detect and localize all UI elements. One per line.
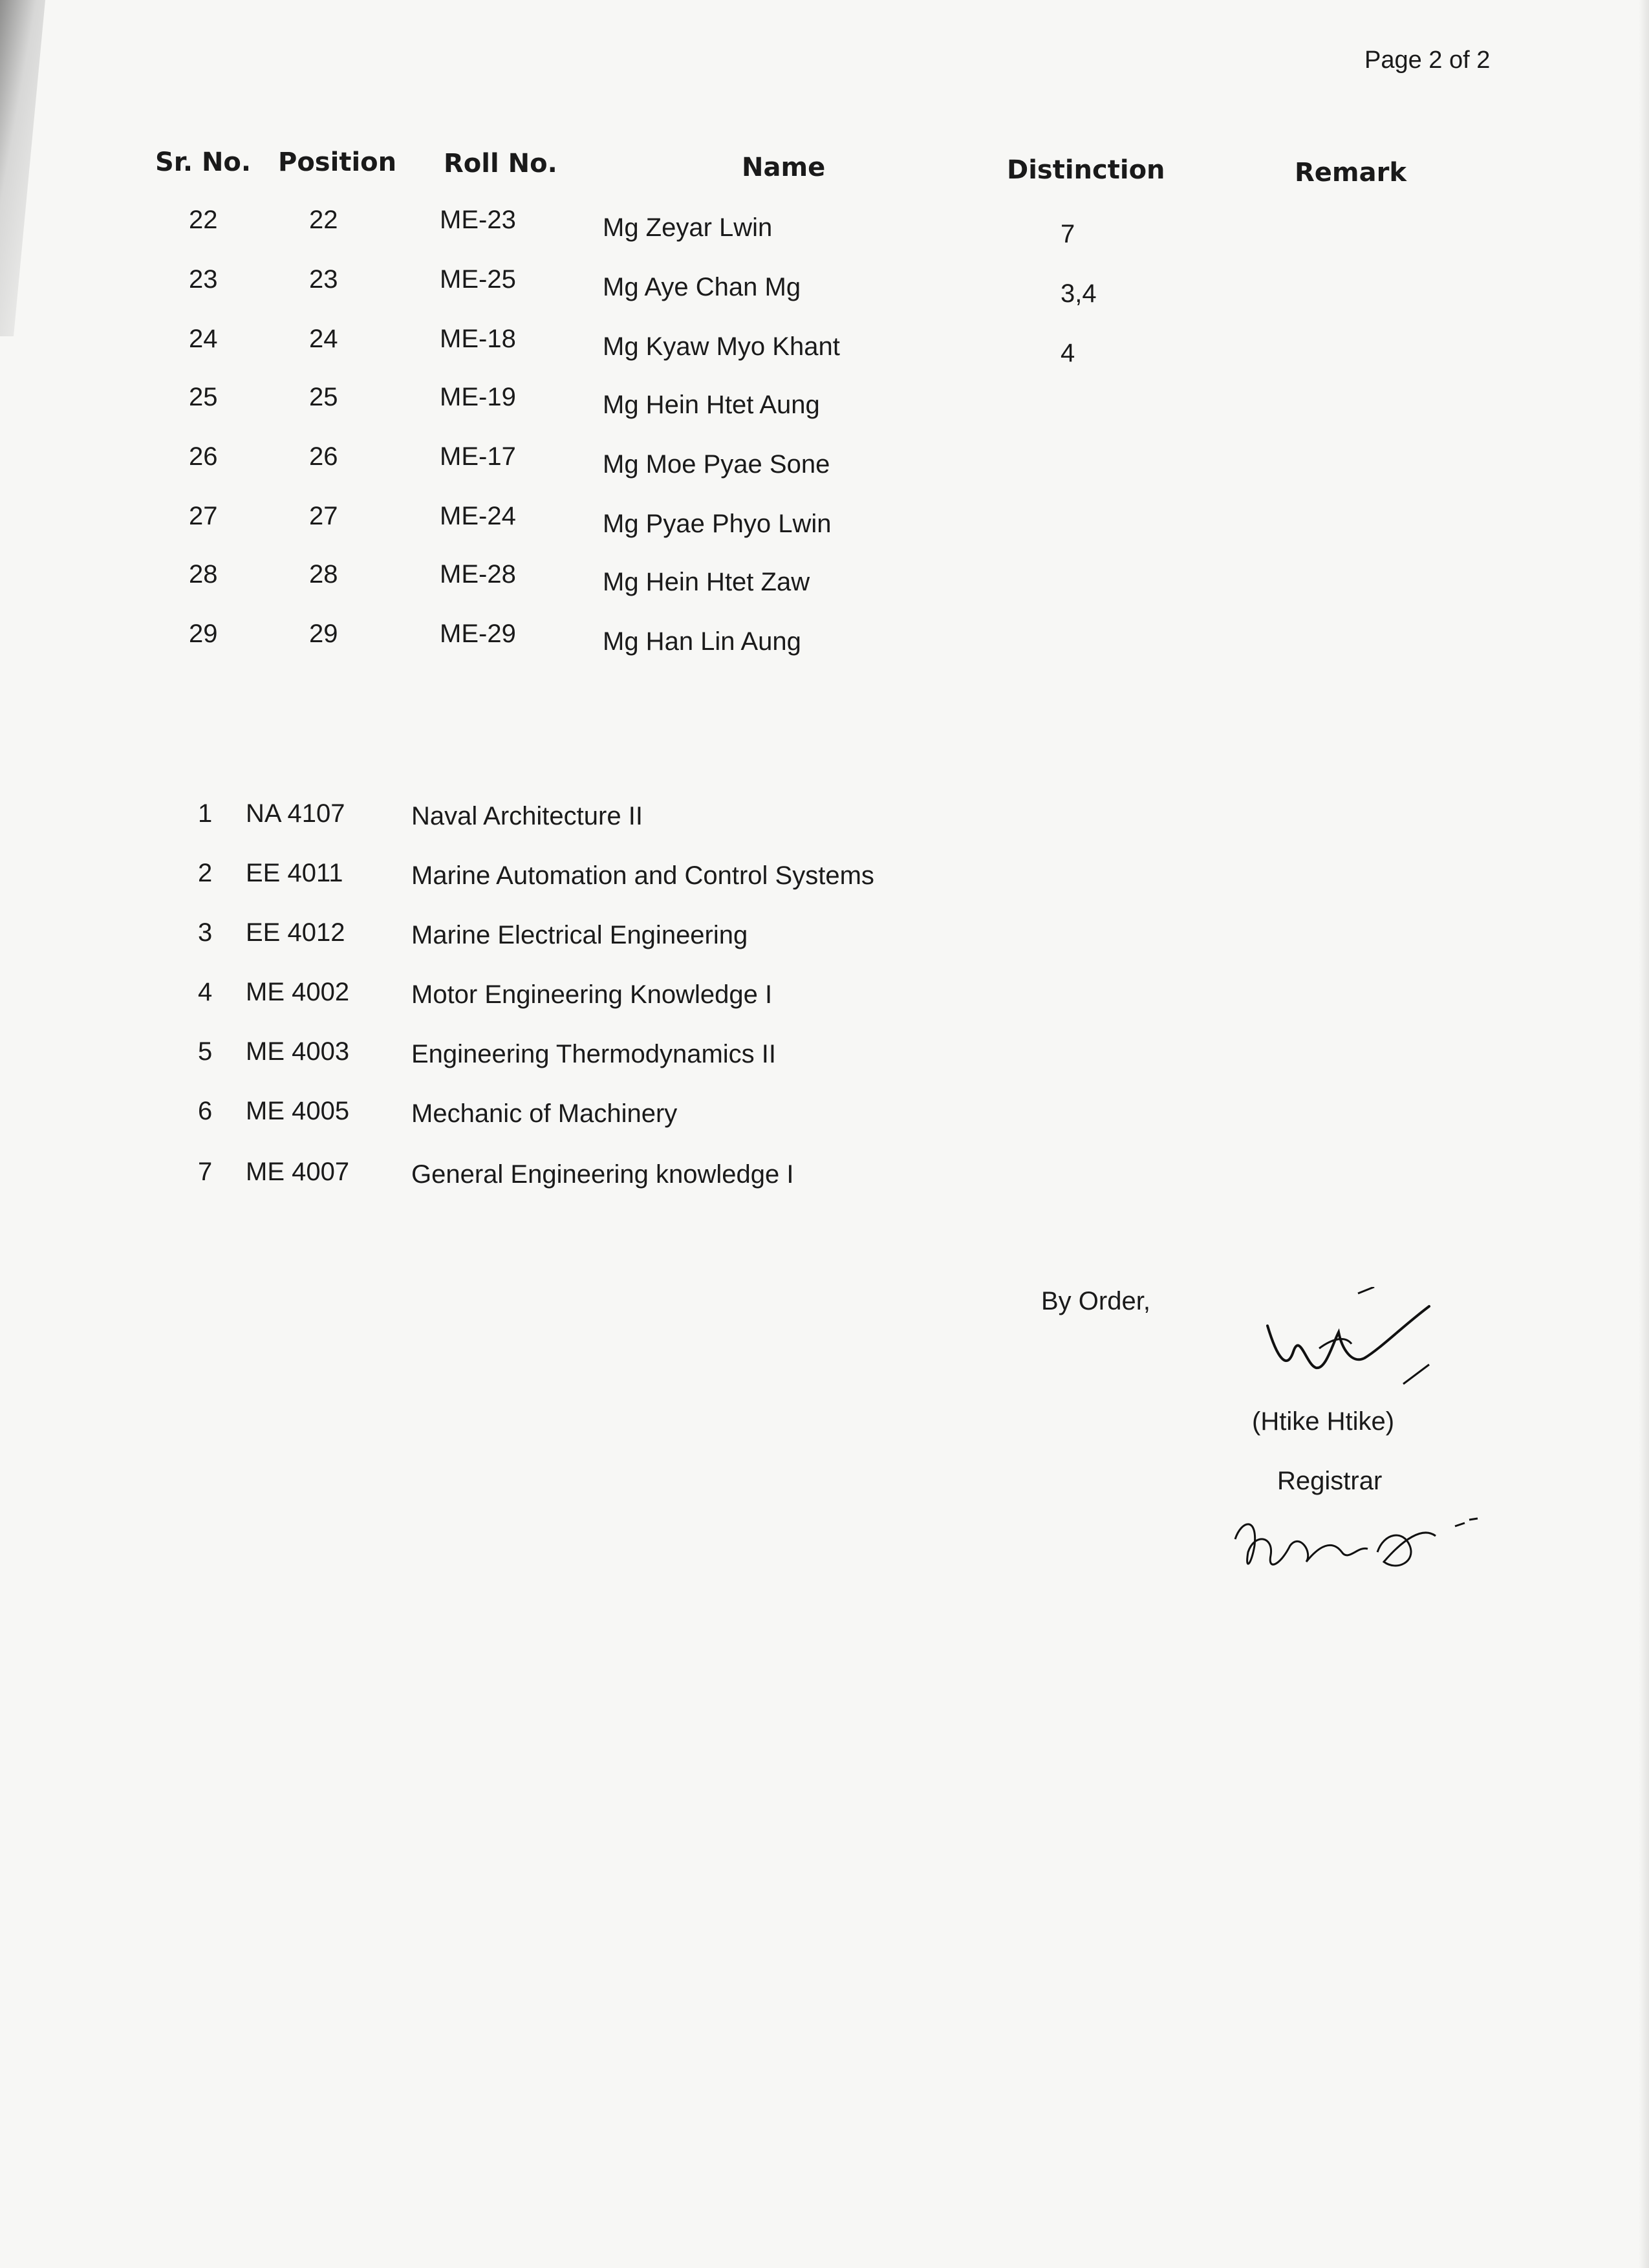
cell-distinction: 4 [1061, 339, 1075, 367]
cell-roll-no: ME-18 [440, 325, 516, 353]
header-remark: Remark [1295, 158, 1406, 188]
cell-sr-no: 26 [189, 442, 218, 471]
subject-title: General Engineering knowledge I [411, 1160, 794, 1189]
cell-sr-no: 28 [189, 560, 218, 589]
scan-right-edge [1639, 0, 1649, 2268]
subject-code: EE 4012 [246, 918, 345, 947]
cell-name: Mg Han Lin Aung [603, 627, 801, 656]
subject-title: Engineering Thermodynamics II [411, 1040, 776, 1068]
subject-code: ME 4003 [246, 1037, 350, 1066]
cell-distinction: 3,4 [1061, 279, 1097, 308]
signature-mark-upper [1255, 1287, 1442, 1403]
cell-roll-no: ME-28 [440, 560, 516, 589]
cell-sr-no: 29 [189, 620, 218, 648]
cell-sr-no: 22 [189, 206, 218, 234]
subject-title: Marine Electrical Engineering [411, 921, 748, 949]
cell-roll-no: ME-24 [440, 502, 516, 530]
cell-sr-no: 24 [189, 325, 218, 353]
cell-roll-no: ME-23 [440, 206, 516, 234]
cell-name: Mg Hein Htet Aung [603, 391, 820, 419]
subject-no: 1 [198, 799, 213, 828]
subject-no: 4 [198, 978, 213, 1006]
cell-name: Mg Kyaw Myo Khant [603, 332, 840, 361]
signatory-title: Registrar [1277, 1467, 1383, 1495]
cell-position: 25 [309, 383, 338, 411]
cell-distinction: 7 [1061, 220, 1075, 248]
subject-code: ME 4002 [246, 978, 350, 1006]
cell-position: 24 [309, 325, 338, 353]
header-roll-no: Roll No. [444, 149, 557, 178]
signatory-name: (Htike Htike) [1252, 1407, 1395, 1436]
cell-position: 27 [309, 502, 338, 530]
signature-mark-lower [1229, 1500, 1500, 1591]
subject-title: Mechanic of Machinery [411, 1099, 678, 1128]
cell-roll-no: ME-17 [440, 442, 516, 471]
page-number: Page 2 of 2 [1364, 47, 1491, 74]
cell-position: 23 [309, 265, 338, 294]
scan-shadow-edge [0, 0, 45, 336]
subject-no: 7 [198, 1158, 213, 1186]
cell-name: Mg Aye Chan Mg [603, 273, 801, 301]
cell-position: 28 [309, 560, 338, 589]
subject-no: 5 [198, 1037, 213, 1066]
header-distinction: Distinction [1007, 155, 1165, 185]
subject-no: 3 [198, 918, 213, 947]
cell-sr-no: 23 [189, 265, 218, 294]
cell-name: Mg Hein Htet Zaw [603, 568, 810, 596]
cell-sr-no: 25 [189, 383, 218, 411]
cell-roll-no: ME-29 [440, 620, 516, 648]
header-sr-no: Sr. No. [155, 147, 252, 177]
cell-name: Mg Pyae Phyo Lwin [603, 510, 832, 538]
cell-position: 29 [309, 620, 338, 648]
subject-title: Naval Architecture II [411, 802, 643, 830]
subject-code: NA 4107 [246, 799, 345, 828]
cell-sr-no: 27 [189, 502, 218, 530]
by-order-text: By Order, [1041, 1287, 1150, 1315]
header-name: Name [742, 153, 826, 182]
subject-code: ME 4005 [246, 1097, 350, 1125]
subject-code: EE 4011 [246, 859, 343, 887]
cell-position: 26 [309, 442, 338, 471]
subject-title: Motor Engineering Knowledge I [411, 980, 773, 1009]
cell-name: Mg Zeyar Lwin [603, 213, 773, 242]
header-position: Position [278, 147, 397, 177]
subject-no: 2 [198, 859, 213, 887]
subject-code: ME 4007 [246, 1158, 350, 1186]
subject-no: 6 [198, 1097, 213, 1125]
cell-position: 22 [309, 206, 338, 234]
cell-roll-no: ME-25 [440, 265, 516, 294]
cell-roll-no: ME-19 [440, 383, 516, 411]
cell-name: Mg Moe Pyae Sone [603, 450, 830, 479]
subject-title: Marine Automation and Control Systems [411, 861, 874, 890]
